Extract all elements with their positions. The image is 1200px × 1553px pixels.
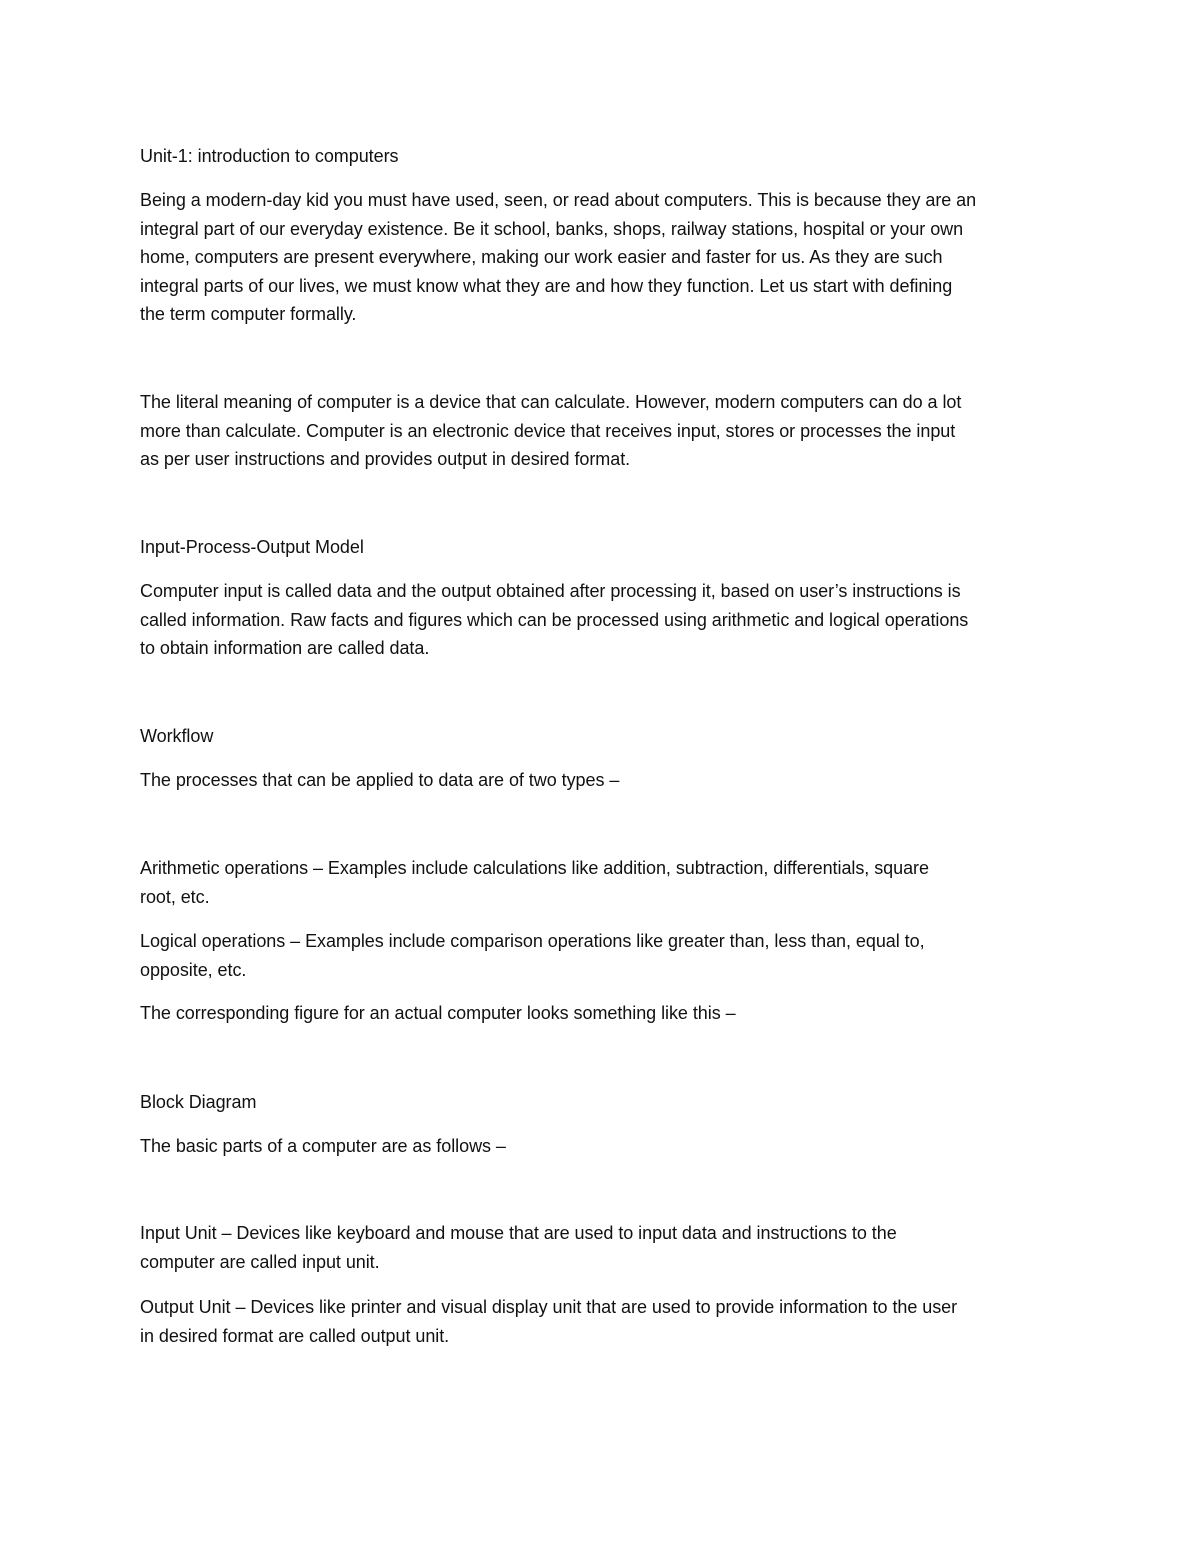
workflow-heading bbox=[140, 722, 1070, 751]
block-heading bbox=[140, 1088, 1070, 1117]
arithmetic-line-1: Arithmetic operations – Examples include calculations like addition, subtraction, differentials, square bbox=[140, 858, 929, 878]
intro-line-5: the term computer formally. bbox=[140, 304, 357, 324]
logical-line-2: opposite, etc. bbox=[140, 959, 247, 980]
ipo-line-1: Computer input is called data and the output obtained after processing it, based on user’s instructions is bbox=[140, 581, 961, 601]
ipo-paragraph bbox=[140, 577, 1070, 663]
intro-paragraph bbox=[140, 186, 1070, 329]
arithmetic-line-2: root, etc. bbox=[140, 886, 210, 907]
definition-paragraph bbox=[140, 388, 1070, 474]
figure-intro-text: The corresponding figure for an actual computer looks something like this – bbox=[140, 1003, 736, 1023]
figure-intro bbox=[140, 999, 1070, 1028]
ipo-heading-text: Input-Process-Output Model bbox=[140, 537, 364, 557]
block-intro-text: The basic parts of a computer are as follows – bbox=[140, 1136, 506, 1156]
block-heading-text: Block Diagram bbox=[140, 1092, 257, 1112]
intro-line-4: integral parts of our lives, we must know what they are and how they function. Let us start with defining bbox=[140, 275, 953, 296]
title-text: Unit-1: introduction to computers bbox=[140, 146, 399, 166]
workflow-intro bbox=[140, 766, 1070, 795]
output-unit-line-2: in desired format are called output unit. bbox=[140, 1325, 450, 1346]
logical-line-1: Logical operations – Examples include comparison operations like greater than, less than, equal to, bbox=[140, 931, 925, 951]
intro-line-2: integral part of our everyday existence. Be it school, banks, shops, railway stations, hospital or your own bbox=[140, 218, 964, 239]
definition-line-3: as per user instructions and provides output in desired format. bbox=[140, 449, 631, 469]
workflow-intro-text: The processes that can be applied to data are of two types – bbox=[140, 770, 620, 790]
input-unit-paragraph bbox=[140, 1219, 1070, 1276]
intro-line-1: Being a modern-day kid you must have used, seen, or read about computers. This is because they are an bbox=[140, 190, 977, 210]
definition-line-2: more than calculate. Computer is an electronic device that receives input, stores or processes the input bbox=[140, 420, 956, 441]
input-unit-line-1: Input Unit – Devices like keyboard and mouse that are used to input data and instructions to the bbox=[140, 1223, 897, 1243]
logical-paragraph bbox=[140, 927, 1070, 984]
block-intro bbox=[140, 1132, 1070, 1161]
output-unit-line-1: Output Unit – Devices like printer and visual display unit that are used to provide information to the user bbox=[140, 1297, 958, 1317]
ipo-heading bbox=[140, 533, 1070, 562]
ipo-line-2: called information. Raw facts and figures which can be processed using arithmetic and logical operations bbox=[140, 609, 969, 630]
document-title bbox=[140, 142, 1070, 171]
output-unit-paragraph bbox=[140, 1293, 1070, 1350]
intro-line-3: home, computers are present everywhere, making our work easier and faster for us. As they are such bbox=[140, 247, 943, 267]
ipo-line-3: to obtain information are called data. bbox=[140, 638, 430, 658]
definition-line-1: The literal meaning of computer is a device that can calculate. However, modern computers can do a lot bbox=[140, 392, 962, 412]
input-unit-line-2: computer are called input unit. bbox=[140, 1251, 380, 1272]
arithmetic-paragraph bbox=[140, 854, 1070, 911]
workflow-heading-text: Workflow bbox=[140, 726, 214, 746]
